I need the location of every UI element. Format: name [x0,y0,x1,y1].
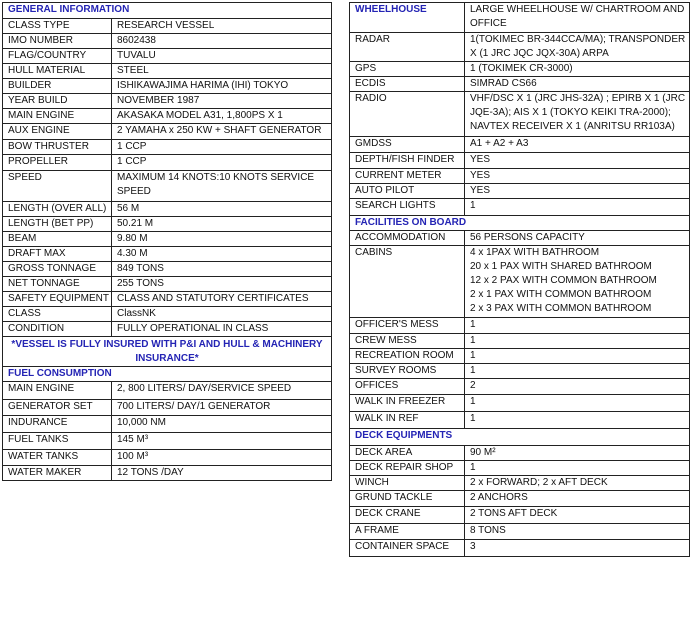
row-label: BEAM [3,232,112,247]
row-value: SIMRAD CS66 [465,77,690,92]
table-row [3,49,332,64]
table-row [350,77,690,92]
table-row [350,364,690,379]
insurance-note-row [3,337,332,367]
row-value: 1 (TOKIMEK CR-3000) [465,62,690,77]
row-value: 1 [465,199,690,216]
row-value: RESEARCH VESSEL [112,19,332,34]
row-value: STEEL [112,64,332,79]
row-label: GPS [350,62,465,77]
section-title: WHEELHOUSE [350,3,465,33]
section-title: DECK EQUIPMENTS [350,429,690,446]
table-row [350,491,690,507]
row-label: WINCH [350,476,465,491]
table-row [3,34,332,49]
row-label: DEPTH/FISH FINDER [350,153,465,169]
row-label: CONDITION [3,322,112,337]
table-row [350,412,690,429]
table-row [350,507,690,524]
table-row [3,292,332,307]
row-value: 145 M³ [112,433,332,450]
row-label: HULL MATERIAL [3,64,112,79]
table-row [350,379,690,395]
table-row [3,109,332,124]
row-value: 2 TONS AFT DECK [465,507,690,524]
row-label: A FRAME [350,524,465,540]
table-row [3,19,332,34]
row-label: SAFETY EQUIPMENT [3,292,112,307]
row-value: 700 LITERS/ DAY/1 GENERATOR [112,400,332,416]
row-label: PROPELLER [3,155,112,171]
table-row [350,33,690,62]
table-row [350,318,690,334]
row-label: RECREATION ROOM [350,349,465,364]
table-row [350,524,690,540]
table-row [3,322,332,337]
section-header-fuel-consumption [3,367,332,382]
row-label: GRUND TACKLE [350,491,465,507]
row-label: WATER MAKER [3,466,112,481]
row-label: NET TONNAGE [3,277,112,292]
table-row [3,64,332,79]
section-header-facilities-on-board [350,216,690,231]
row-value: YES [465,184,690,199]
row-label: CONTAINER SPACE [350,540,465,557]
row-label: YEAR BUILD [3,94,112,109]
table-row [3,416,332,433]
table-row [350,153,690,169]
cabin-line: 12 x 2 PAX WITH COMMON BATHROOM [470,275,657,286]
row-value: FULLY OPERATIONAL IN CLASS [112,322,332,337]
row-value: AKASAKA MODEL A31, 1,800PS X 1 [112,109,332,124]
row-value: 8 TONS [465,524,690,540]
table-row [3,247,332,262]
row-value: VHF/DSC X 1 (JRC JHS-32A) ; EPIRB X 1 (JRC JQE-3A); AIS X 1 (TOKYO KEIKI TRA-2000); NAVTEX RECEIVER X 1 (ANRITSU RR103A) [465,92,690,137]
table-row [3,262,332,277]
row-value: 1 [465,395,690,412]
row-label: CREW MESS [350,334,465,349]
row-label: RADAR [350,33,465,62]
table-row [3,124,332,140]
row-value: 2 [465,379,690,395]
table-row [3,94,332,109]
row-label: WALK IN FREEZER [350,395,465,412]
row-label: ECDIS [350,77,465,92]
row-label: BUILDER [3,79,112,94]
row-value: TUVALU [112,49,332,64]
row-label: AUX ENGINE [3,124,112,140]
row-value: YES [465,169,690,184]
row-value: 56 PERSONS CAPACITY [465,231,690,246]
row-value: 1 [465,364,690,379]
section-header-general-information [3,3,332,19]
row-value: 10,000 NM [112,416,332,433]
table-row [350,199,690,216]
table-row [350,169,690,184]
row-label: OFFICES [350,379,465,395]
table-row [3,466,332,481]
row-label: CABINS [350,246,465,318]
row-value: 1 [465,334,690,349]
table-row [350,231,690,246]
table-row [3,79,332,94]
table-row [3,155,332,171]
table-row [350,92,690,137]
row-value: 90 M² [465,446,690,461]
row-value: 1 CCP [112,140,332,155]
row-value: 1 [465,461,690,476]
row-value: 1(TOKIMEC BR-344CCA/MA); TRANSPONDER X (1 JRC JQC JQX-30A) ARPA [465,33,690,62]
row-label: DECK CRANE [350,507,465,524]
row-value: 849 TONS [112,262,332,277]
cabin-line: 2 x 1 PAX WITH COMMON BATHROOM [470,289,652,300]
row-label: DECK AREA [350,446,465,461]
row-value: 12 TONS /DAY [112,466,332,481]
row-value: 4.30 M [112,247,332,262]
general-info-table [2,2,332,481]
row-label: GENERATOR SET [3,400,112,416]
row-value: ClassNK [112,307,332,322]
row-label: GMDSS [350,137,465,153]
table-row [350,246,690,318]
row-value: 2 YAMAHA x 250 KW + SHAFT GENERATOR [112,124,332,140]
table-row [350,334,690,349]
row-value: A1 + A2 + A3 [465,137,690,153]
row-label: BOW THRUSTER [3,140,112,155]
table-row [3,277,332,292]
row-value: 8602438 [112,34,332,49]
table-row [3,140,332,155]
row-value: 1 [465,349,690,364]
row-label: MAIN ENGINE [3,109,112,124]
row-label: SURVEY ROOMS [350,364,465,379]
row-label: CLASS [3,307,112,322]
table-row [3,232,332,247]
table-row [350,137,690,153]
row-label: OFFICER'S MESS [350,318,465,334]
table-row [350,476,690,491]
section-title: FACILITIES ON BOARD [350,216,690,231]
table-row [350,446,690,461]
row-label: WATER TANKS [3,450,112,466]
table-row [350,395,690,412]
row-value: 1 [465,412,690,429]
row-value: LARGE WHEELHOUSE W/ CHARTROOM AND OFFICE [465,3,690,33]
row-value: 56 M [112,202,332,217]
table-row [350,349,690,364]
row-value: 1 [465,318,690,334]
table-row [350,461,690,476]
row-value: 9.80 M [112,232,332,247]
row-value: 255 TONS [112,277,332,292]
row-label: CLASS TYPE [3,19,112,34]
row-label: INDURANCE [3,416,112,433]
row-label: WALK IN REF [350,412,465,429]
row-value: 2 x FORWARD; 2 x AFT DECK [465,476,690,491]
row-label: MAIN ENGINE [3,382,112,400]
row-value: MAXIMUM 14 KNOTS:10 KNOTS SERVICE SPEED [112,171,332,202]
table-row [350,62,690,77]
row-label: ACCOMMODATION [350,231,465,246]
wheelhouse-facilities-table [349,2,690,557]
cabin-line: 2 x 3 PAX WITH COMMON BATHROOM [470,303,652,314]
row-label: RADIO [350,92,465,137]
table-row [3,433,332,450]
cabin-line: 4 x 1PAX WITH BATHROOM [470,247,600,258]
section-title: GENERAL INFORMATION [3,3,332,19]
table-row [3,400,332,416]
row-value: YES [465,153,690,169]
table-row [3,171,332,202]
row-value: CLASS AND STATUTORY CERTIFICATES [112,292,332,307]
row-label: LENGTH (OVER ALL) [3,202,112,217]
row-label: DECK REPAIR SHOP [350,461,465,476]
table-row [350,540,690,557]
row-label: SEARCH LIGHTS [350,199,465,216]
row-label: LENGTH (BET PP) [3,217,112,232]
row-value: 50.21 M [112,217,332,232]
row-value: ISHIKAWAJIMA HARIMA (IHI) TOKYO [112,79,332,94]
row-value: 2 ANCHORS [465,491,690,507]
table-row [350,184,690,199]
row-value: NOVEMBER 1987 [112,94,332,109]
row-label: IMO NUMBER [3,34,112,49]
table-row [3,217,332,232]
row-label: CURRENT METER [350,169,465,184]
row-label: SPEED [3,171,112,202]
section-header-deck-equipments [350,429,690,446]
table-row [350,3,690,33]
row-value: 2, 800 LITERS/ DAY/SERVICE SPEED [112,382,332,400]
insurance-note: *VESSEL IS FULLY INSURED WITH P&I AND HULL & MACHINERY INSURANCE* [3,337,332,367]
table-row [3,382,332,400]
row-label: GROSS TONNAGE [3,262,112,277]
row-value [465,246,690,318]
row-value: 3 [465,540,690,557]
table-row [3,450,332,466]
row-label: AUTO PILOT [350,184,465,199]
row-value: 1 CCP [112,155,332,171]
row-label: FLAG/COUNTRY [3,49,112,64]
section-title: FUEL CONSUMPTION [3,367,332,382]
cabin-line: 20 x 1 PAX WITH SHARED BATHROOM [470,261,652,272]
table-row [3,202,332,217]
row-label: FUEL TANKS [3,433,112,450]
row-label: DRAFT MAX [3,247,112,262]
row-value: 100 M³ [112,450,332,466]
table-row [3,307,332,322]
